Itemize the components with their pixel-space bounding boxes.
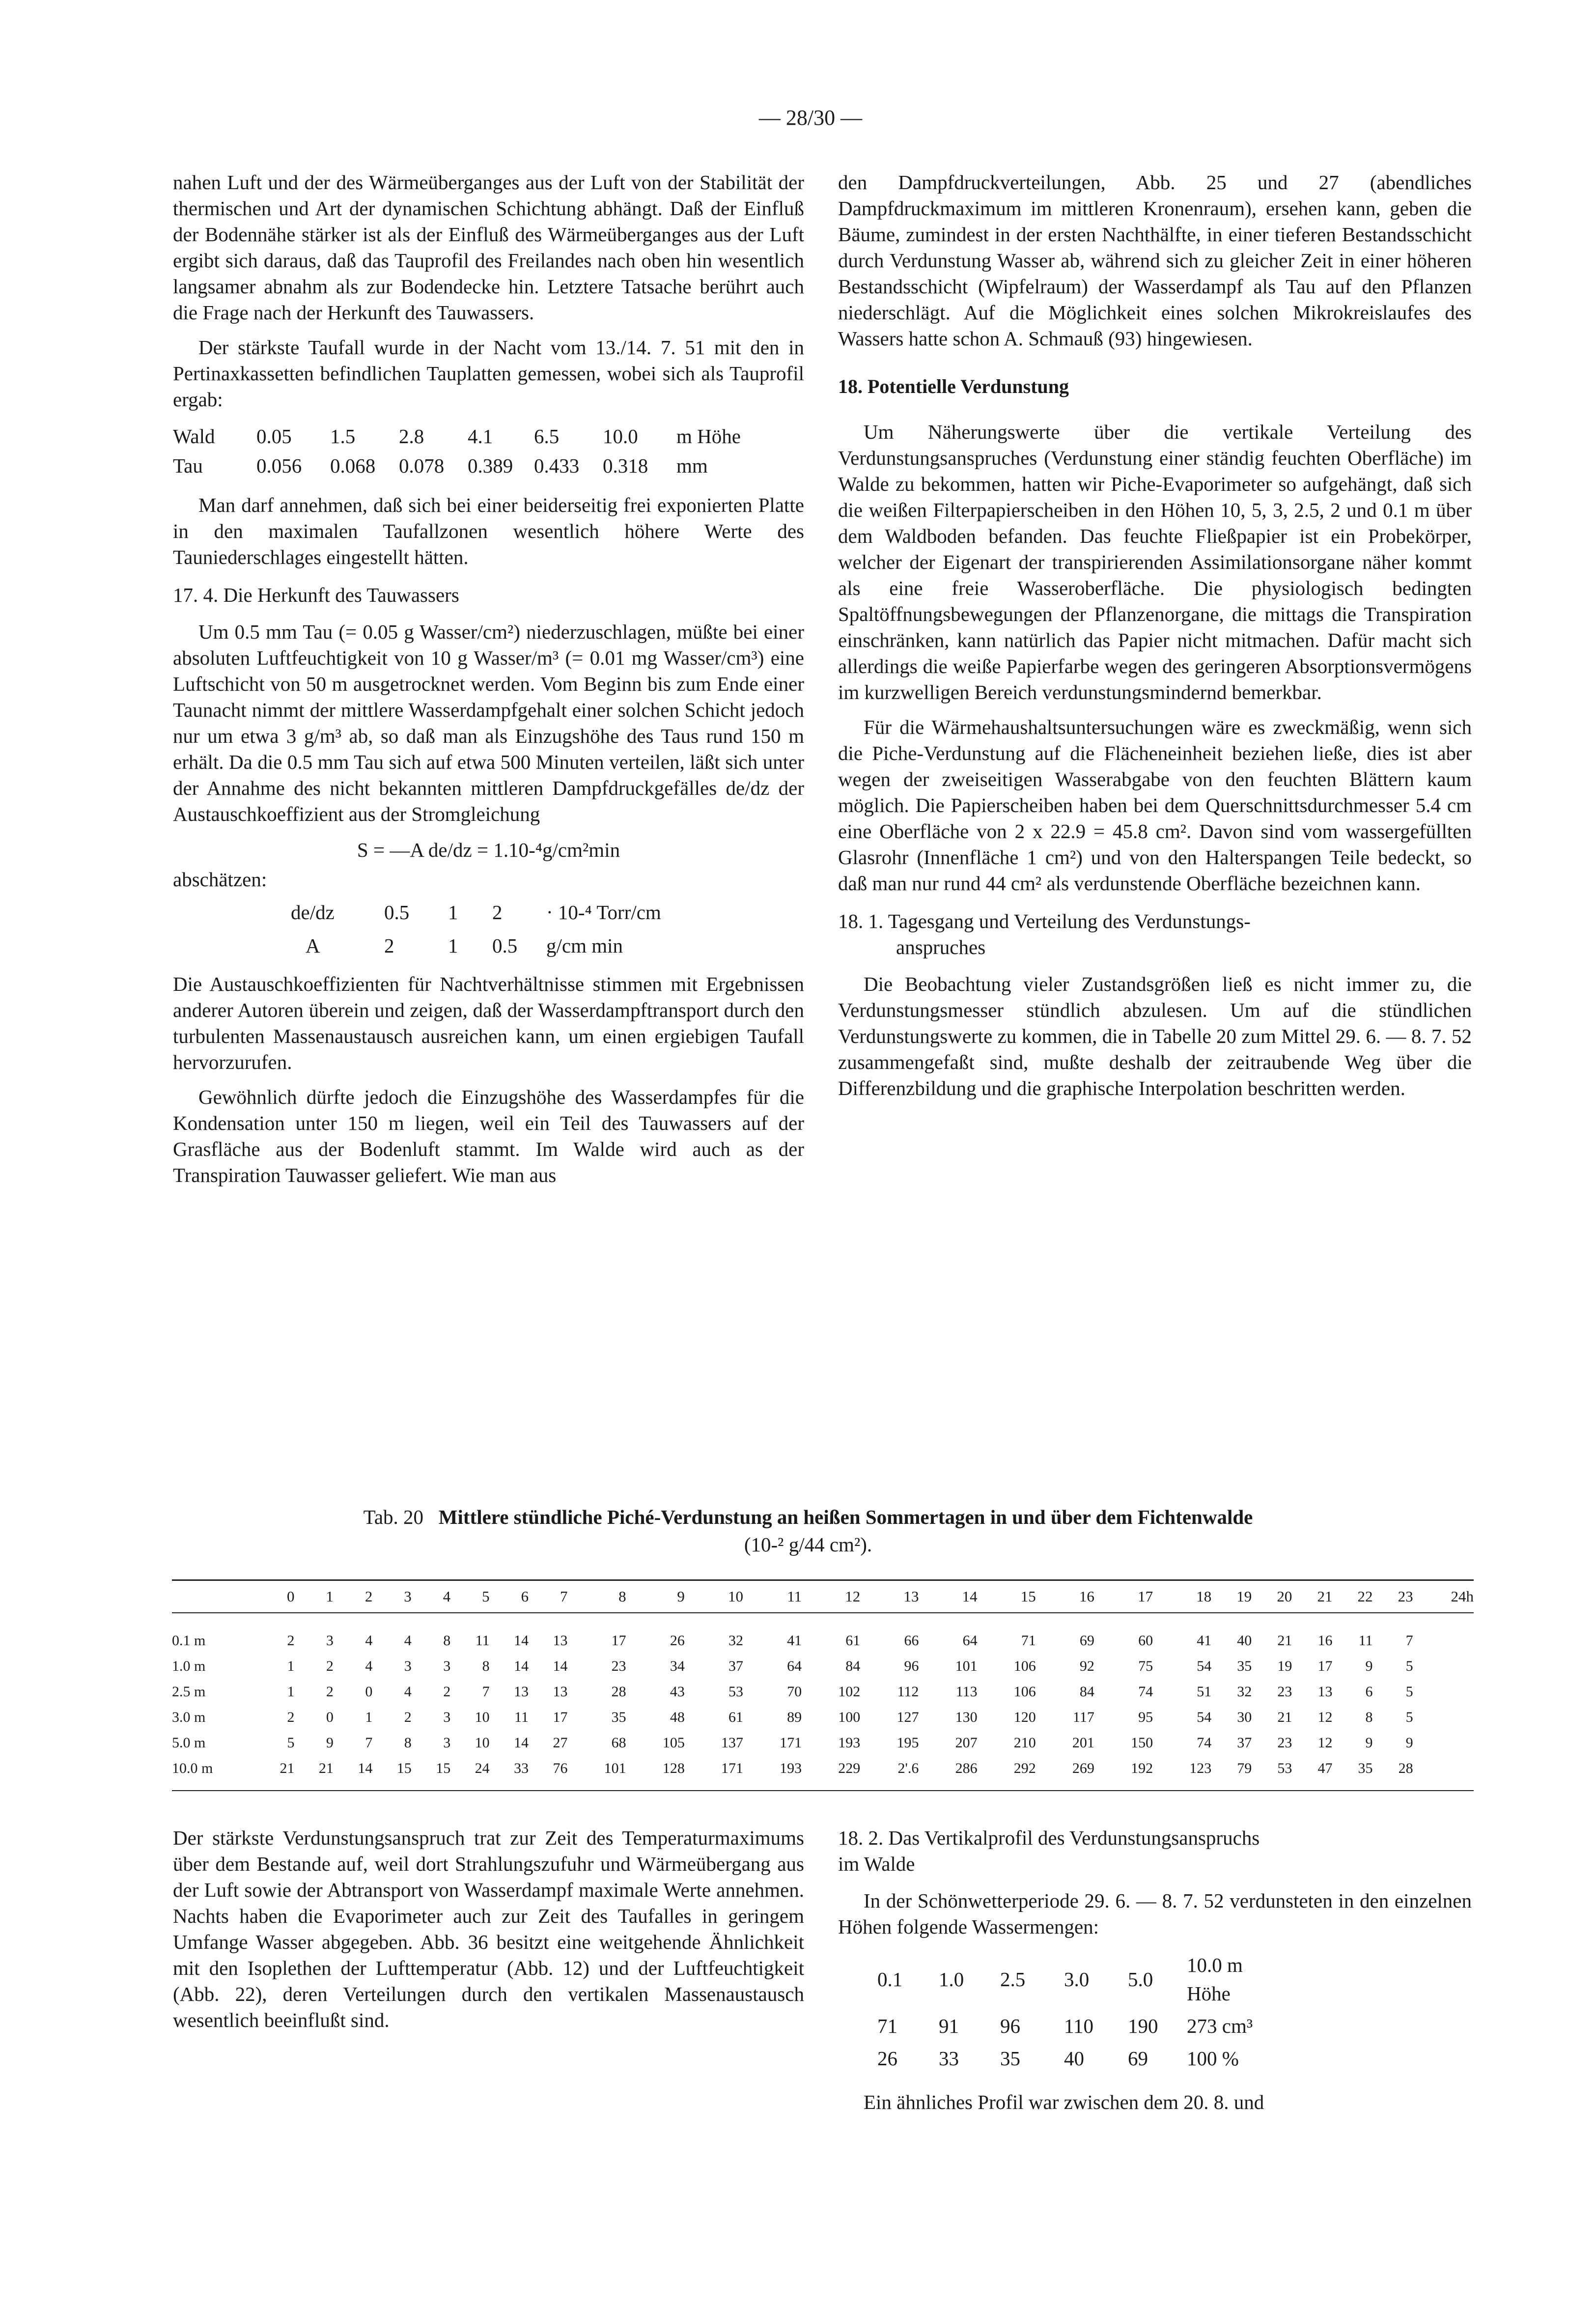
table-cell: 71 <box>1021 1632 1036 1649</box>
table-cell-empty <box>1413 1613 1474 1654</box>
hour-header: 9 <box>626 1580 685 1613</box>
table-cell: 11 <box>514 1709 529 1725</box>
paragraph: Die Austauschkoeffizienten für Nachtverhältnisse stimmen mit Ergebnissen anderer Autoren überein und zeigen, daß der Wasserdampftransport durch den turbulenten Massenaustausch ausreichen kann, um einen ergiebigen Taufall hervorzurufen. <box>173 973 804 1073</box>
cell: 0.056 <box>256 454 302 477</box>
table-cell: 9 <box>1365 1735 1373 1751</box>
heading-line: 18. 2. Das Vertikalprofil des Verdunstungsanspruchs <box>838 1826 1260 1849</box>
table-cell: 21 <box>255 1756 294 1791</box>
table-cell: 15 <box>412 1756 450 1791</box>
cell: 0.068 <box>330 454 376 477</box>
table-row <box>291 896 661 929</box>
table-cell: 4 <box>404 1632 412 1649</box>
hour-header: 10 <box>685 1580 743 1613</box>
table-cell: 8 <box>443 1632 451 1649</box>
table-row <box>173 421 802 451</box>
table-cell: 34 <box>670 1658 685 1674</box>
table-cell: 60 <box>1138 1632 1153 1649</box>
table-cell: 74 <box>1197 1735 1212 1751</box>
row-label: 5.0 m <box>172 1735 206 1751</box>
table-cell: 3 <box>443 1735 451 1751</box>
table-cell: 4 <box>404 1684 412 1700</box>
table-cell: 96 <box>904 1658 919 1674</box>
height-profile-table <box>877 1949 1285 2075</box>
table-title: Mittlere stündliche Piché-Verdunstung an heißen Sommertagen in und über dem Fichtenwalde <box>438 1506 1253 1528</box>
table-cell: 1 <box>287 1658 295 1674</box>
paragraph: Gewöhnlich dürfte jedoch die Einzugshöhe des Wasserdampfes für die Kondensation unter 150 m liegen, weil ein Teil des Tauwassers auf der Grasfläche aus der Bodenluft stammt. Im Walde wird auch as der Transpiration Tauwasser geliefert. Wie man aus <box>173 1086 804 1186</box>
hour-header: 6 <box>490 1580 529 1613</box>
cell: 4.1 <box>468 425 493 448</box>
table-cell: 101 <box>568 1756 626 1791</box>
table-row <box>172 1613 1474 1654</box>
table-cell: 106 <box>1013 1684 1036 1700</box>
table-cell: 128 <box>626 1756 685 1791</box>
cell: 2.8 <box>399 425 424 448</box>
table-row <box>172 1705 1474 1730</box>
table-cell: 1 <box>287 1684 295 1700</box>
table-cell: 5.0 <box>1128 1968 1153 1991</box>
table-cell: 19 <box>1277 1658 1292 1674</box>
table-cell: 106 <box>1013 1658 1036 1674</box>
table-cell: 74 <box>1138 1684 1153 1700</box>
hour-header: 24h <box>1413 1580 1474 1613</box>
unit: mm <box>676 454 708 477</box>
table-cell: 35 <box>1000 2047 1020 2070</box>
table-cell: 64 <box>962 1632 978 1649</box>
hour-header: 5 <box>450 1580 489 1613</box>
unit: m Höhe <box>676 425 741 448</box>
table-cell: 35 <box>1237 1658 1252 1674</box>
header-corner <box>172 1580 255 1613</box>
page-number: — 28/30 — <box>758 106 863 130</box>
table-cell: 23 <box>611 1658 626 1674</box>
paragraph: Der stärkste Verdunstungsanspruch trat zur Zeit des Temperaturmaximums über dem Bestande auf, weil dort Strahlungszufuhr und Wärmeübergang aus der Luft sowie der Abtransport von Wasserdampf maximale Werte annehmen. Nachts haben die Evaporimeter auch zur Zeit des Taufalles in geringem Umfange Wasser abgegeben. Abb. 36 besitzt eine weitgehende Ähnlichkeit mit den Isoplethen der Lufttemperatur (Abb. 12) und der Luftfeuchtigkeit (Abb. 22), deren Verteilungen durch den vertikalen Massenaustausch wesentlich beeinflußt sind. <box>173 1826 804 2031</box>
estimate-table <box>291 896 661 962</box>
hour-header: 2 <box>334 1580 372 1613</box>
row-label: 0.1 m <box>172 1632 206 1649</box>
paragraph: Um 0.5 mm Tau (= 0.05 g Wasser/cm²) niederzuschlagen, müßte bei einer absoluten Luftfeuchtigkeit von 10 g Wasser/m³ (= 0.01 mg Wasser/cm³) eine Luftschicht von 50 m ausgetrocknet werden. Vom Beginn bis zum Ende einer Taunacht nimmt der mittlere Wasserdampfgehalt einer solchen Schicht jedoch nur um etwa 3 g/m³ ab, so daß man als Einzugshöhe des Taus rund 150 m erhält. Da die 0.5 mm Tau sich auf etwa 500 Minuten verteilen, läßt sich unter der Annahme des nicht bekannten mittleren Dampfdruckgefälles de/dz der Austauschkoeffizient aus der Stromgleichung <box>173 620 804 825</box>
unit: · 10-⁴ Torr/cm <box>546 901 661 924</box>
hour-header: 17 <box>1094 1580 1153 1613</box>
table-cell: 6 <box>1365 1684 1373 1700</box>
table-cell: 68 <box>611 1735 626 1751</box>
table-cell-empty <box>1413 1654 1474 1679</box>
table-cell-empty <box>1413 1730 1474 1756</box>
paragraph: Für die Wärmehaushaltsuntersuchungen wäre es zweckmäßig, wenn sich die Piche-Verdunstung auf die Flächeneinheit beziehen ließe, dies ist aber wegen der zweiseitigen Wasserabgabe von den feuchten Blättern kaum möglich. Die Papierscheiben haben bei dem Querschnittsdurchmesser 5.4 cm eine Oberfläche von 2 x 22.9 = 45.8 cm². Davon sind vom wassergefüllten Glasrohr (Innenfläche 1 cm²) und von den Halterspangen Teile bedeckt, so daß man nur rund 44 cm² als verdunstende Oberfläche bezeichnen kann. <box>838 716 1472 895</box>
row-label: Tau <box>173 454 203 477</box>
hour-header: 8 <box>568 1580 626 1613</box>
table-cell: 33 <box>939 2047 959 2070</box>
row-label: A <box>306 934 320 957</box>
table-cell: 53 <box>728 1684 743 1700</box>
table-cell: 69 <box>1128 2047 1148 2070</box>
table-cell-empty <box>1413 1756 1474 1791</box>
table-cell: 207 <box>955 1735 978 1751</box>
table-row <box>173 451 802 480</box>
table-row <box>877 2042 1285 2075</box>
subsection-heading <box>838 1825 1472 1877</box>
table-cell: 92 <box>1079 1658 1094 1674</box>
table-cell: 10 <box>475 1709 490 1725</box>
hour-header: 23 <box>1373 1580 1413 1613</box>
hour-header: 12 <box>802 1580 860 1613</box>
cell: 10.0 <box>603 425 638 448</box>
table-cell: 69 <box>1079 1632 1094 1649</box>
table-cell: 14 <box>514 1658 529 1674</box>
table-cell: 70 <box>787 1684 802 1700</box>
table-row <box>172 1756 1474 1791</box>
table-cell: 16 <box>1317 1632 1333 1649</box>
table-cell: 53 <box>1252 1756 1292 1791</box>
cell: 1 <box>448 901 458 924</box>
table-header-row <box>172 1580 1474 1613</box>
equation: S = —A de/dz = 1.10-⁴g/cm²min <box>357 839 620 861</box>
table-cell: 117 <box>1073 1709 1094 1725</box>
table-cell: 41 <box>1197 1632 1212 1649</box>
table-cell: 5 <box>1405 1658 1413 1674</box>
table-cell: 54 <box>1197 1709 1212 1725</box>
table-cell: 35 <box>611 1709 626 1725</box>
table-cell: 12 <box>1317 1735 1333 1751</box>
table-cell: 3 <box>326 1632 334 1649</box>
cell: 0.05 <box>256 425 292 448</box>
table-cell: 9 <box>1405 1735 1413 1751</box>
table-cell: 71 <box>877 2015 897 2037</box>
table-cell: 27 <box>553 1735 568 1751</box>
table-cell: 113 <box>955 1684 978 1700</box>
hour-header: 4 <box>412 1580 450 1613</box>
tauprofil-table <box>173 421 802 480</box>
table-cell: 61 <box>728 1709 743 1725</box>
table-cell: 32 <box>728 1632 743 1649</box>
table-cell: 7 <box>482 1684 490 1700</box>
table-cell: 14 <box>514 1735 529 1751</box>
table-cell: 14 <box>514 1632 529 1649</box>
table-cell: 51 <box>1197 1684 1212 1700</box>
table-row <box>172 1679 1474 1705</box>
table-cell: 2 <box>326 1684 334 1700</box>
table-cell: 171 <box>780 1735 802 1751</box>
table-cell: 17 <box>1317 1658 1333 1674</box>
table-cell: 13 <box>514 1684 529 1700</box>
table-number: Tab. 20 <box>363 1506 424 1528</box>
table-cell: 2 <box>287 1709 295 1725</box>
table-cell: 8 <box>482 1658 490 1674</box>
row-label: 1.0 m <box>172 1658 206 1674</box>
table-cell: 150 <box>1131 1735 1153 1751</box>
table-cell: 24 <box>450 1756 489 1791</box>
table-cell: 21 <box>294 1756 333 1791</box>
table-cell: 61 <box>845 1632 861 1649</box>
row-label: de/dz <box>291 901 335 924</box>
paragraph: In der Schönwetterperiode 29. 6. — 8. 7. 52 verdunsteten in den einzelnen Höhen folgende Wassermengen: <box>838 1889 1472 1938</box>
table-cell: 101 <box>955 1658 978 1674</box>
table-cell: 105 <box>662 1735 685 1751</box>
table-row <box>172 1730 1474 1756</box>
cell: 2 <box>384 934 394 957</box>
paragraph: Man darf annehmen, daß sich bei einer beiderseitig frei exponierten Platte in den maximalen Taufallzonen wesentlich höhere Werte des Tauniederschlages eingestellt hätten. <box>173 494 804 568</box>
table-cell: 14 <box>553 1658 568 1674</box>
table-cell: 41 <box>787 1632 802 1649</box>
cell: 0.433 <box>534 454 580 477</box>
table-cell: 37 <box>728 1658 743 1674</box>
cell: 0.389 <box>468 454 513 477</box>
table-cell: 35 <box>1332 1756 1372 1791</box>
hour-header: 18 <box>1153 1580 1211 1613</box>
table-cell: 229 <box>802 1756 860 1791</box>
table-cell: 1.0 <box>939 1968 964 1991</box>
left-column-bottom <box>173 1825 804 2042</box>
cell: 0.5 <box>492 934 518 957</box>
right-column <box>838 169 1472 1110</box>
table-cell: 21 <box>1277 1709 1292 1725</box>
table-cell: 2'.6 <box>860 1756 919 1791</box>
table-cell: 192 <box>1094 1756 1153 1791</box>
table-cell: 102 <box>838 1684 861 1700</box>
table-cell: 17 <box>553 1709 568 1725</box>
hour-header: 0 <box>255 1580 294 1613</box>
paragraph: Ein ähnliches Profil war zwischen dem 20. 8. und <box>864 2091 1264 2113</box>
cell: 1 <box>448 934 458 957</box>
table-cell: 3 <box>443 1658 451 1674</box>
table-cell: 123 <box>1153 1756 1211 1791</box>
table-cell: 10.0 m Höhe <box>1187 1954 1243 2005</box>
table-cell: 14 <box>334 1756 372 1791</box>
table-cell: 5 <box>1405 1684 1413 1700</box>
cell: 1.5 <box>330 425 356 448</box>
paragraph: Um Näherungswerte über die vertikale Verteilung des Verdunstungsanspruches (Verdunstung einer ständig feuchten Oberfläche) im Walde zu bekommen, hatten wir Piche-Evaporimeter so aufgehängt, daß sich die weißen Filterpapierscheiben in den Höhen 10, 5, 3, 2.5, 2 und 0.1 m über dem Waldboden befanden. Das feuchte Fließpapier ist ein Probekörper, welcher der Eigenart der transpirierenden Assimilationsorgane näher kommt als eine freie Wasseroberfläche. Die physiologisch bedingten Spaltöffnungsbewegungen der Pflanzenorgane, die mittags die Transpiration einschränken, kann natürlich das Papier nicht mitmachen. Dafür macht sich allerdings die weiße Papierfarbe wegen des geringeren Absorptionsvermögens im kurzwelligen Bereich verdunstungsmindernd bemerkbar. <box>838 421 1472 703</box>
table-cell: 54 <box>1197 1658 1212 1674</box>
table-cell: 84 <box>845 1658 861 1674</box>
table-cell: 2 <box>404 1709 412 1725</box>
hour-header: 13 <box>860 1580 919 1613</box>
table-cell: 190 <box>1128 2015 1158 2037</box>
table-cell: 5 <box>287 1735 295 1751</box>
paragraph: Die Beobachtung vieler Zustandsgrößen ließ es nicht immer zu, die Verdunstungsmesser stündlich abzulesen. Um auf die stündlichen Verdunstungswerte zu kommen, die in Tabelle 20 zum Mittel 29. 6. — 8. 7. 52 zusammengefaßt sind, mußte deshalb der zeitraubende Weg über die Differenzbildung und die graphische Interpolation beschritten werden. <box>838 973 1472 1099</box>
table-cell: 33 <box>490 1756 529 1791</box>
section-heading: 17. 4. Die Herkunft des Tauwassers <box>173 584 459 606</box>
paragraph: den Dampfdruckverteilungen, Abb. 25 und 27 (abendliches Dampfdruckmaximum im mittleren Kronenraum), ersehen kann, geben die Bäume, zumindest in der ersten Nachthälfte, in einer tieferen Bestandsschicht durch Verdunstung Wasser ab, während sich zu gleicher Zeit in einer höheren Bestandsschicht (Wipfelraum) der Wasserdampf als Tau auf den Pflanzen niederschlägt. Auf die Möglichkeit eines solchen Mikrokreislaufes des Wassers hatte schon A. Schmauß (93) hingewiesen. <box>838 171 1472 350</box>
table-cell: 91 <box>939 2015 959 2037</box>
row-label: 10.0 m <box>172 1756 255 1791</box>
row-label: 2.5 m <box>172 1684 206 1700</box>
table-cell: 40 <box>1064 2047 1084 2070</box>
table-cell: 23 <box>1277 1684 1292 1700</box>
table-cell: 137 <box>721 1735 743 1751</box>
row-label: 3.0 m <box>172 1709 206 1725</box>
table-cell: 64 <box>787 1658 802 1674</box>
table-cell: 112 <box>897 1684 919 1700</box>
cell: 0.5 <box>384 901 410 924</box>
table-cell: 292 <box>978 1756 1036 1791</box>
hour-header: 11 <box>743 1580 802 1613</box>
paragraph: Der stärkste Taufall wurde in der Nacht vom 13./14. 7. 51 mit den in Pertinaxkassetten befindlichen Tauplatten gemessen, wobei sich als Tauprofil ergab: <box>173 336 804 411</box>
table-cell: 66 <box>904 1632 919 1649</box>
cell: 6.5 <box>534 425 560 448</box>
table-cell: 8 <box>404 1735 412 1751</box>
table-cell: 79 <box>1211 1756 1252 1791</box>
table-cell: 193 <box>743 1756 802 1791</box>
table-cell: 195 <box>896 1735 919 1751</box>
hour-header: 22 <box>1332 1580 1372 1613</box>
table-cell: 13 <box>553 1684 568 1700</box>
table-cell: 48 <box>670 1709 685 1725</box>
heading-line: anspruches <box>896 936 986 958</box>
table-cell: 40 <box>1237 1632 1252 1649</box>
table-cell: 2 <box>443 1684 451 1700</box>
table-cell: 171 <box>685 1756 743 1791</box>
table-cell: 12 <box>1317 1709 1333 1725</box>
table-cell: 28 <box>1373 1756 1413 1791</box>
hour-header: 21 <box>1292 1580 1332 1613</box>
heading-line: im Walde <box>838 1853 915 1875</box>
table-cell: 76 <box>529 1756 567 1791</box>
table-cell: 273 cm³ <box>1187 2015 1253 2037</box>
table-cell: 26 <box>670 1632 685 1649</box>
table-row <box>291 929 661 962</box>
hour-header: 3 <box>372 1580 411 1613</box>
table-cell: 100 <box>838 1709 861 1725</box>
table-cell: 0.1 <box>877 1968 903 1991</box>
table-cell: 9 <box>1365 1658 1373 1674</box>
table-cell: 120 <box>1013 1709 1036 1725</box>
cell: 0.318 <box>603 454 648 477</box>
table-cell: 15 <box>372 1756 411 1791</box>
table-cell: 11 <box>475 1632 490 1649</box>
table-cell: 2 <box>287 1632 295 1649</box>
hour-header: 20 <box>1252 1580 1292 1613</box>
table-cell: 37 <box>1237 1735 1252 1751</box>
table-cell: 96 <box>1000 2015 1020 2037</box>
table-cell: 3 <box>443 1709 451 1725</box>
table-cell: 7 <box>365 1735 373 1751</box>
table-cell: 0 <box>326 1709 334 1725</box>
table-cell: 7 <box>1405 1632 1413 1649</box>
subsection-heading <box>838 908 1472 960</box>
table-cell: 8 <box>1365 1709 1373 1725</box>
table-cell: 100 % <box>1187 2047 1239 2070</box>
unit: g/cm min <box>546 934 623 957</box>
table-cell: 32 <box>1237 1684 1252 1700</box>
table-cell: 13 <box>553 1632 568 1649</box>
row-label: Wald <box>173 425 215 448</box>
table-cell: 0 <box>365 1684 373 1700</box>
cell: 2 <box>492 901 503 924</box>
hour-header: 15 <box>978 1580 1036 1613</box>
table-cell: 4 <box>365 1658 373 1674</box>
table-cell: 75 <box>1138 1658 1153 1674</box>
table-cell: 84 <box>1079 1684 1094 1700</box>
paragraph: nahen Luft und der des Wärmeüberganges aus der Luft von der Stabilität der thermischen und Art der dynamischen Schichtung abhängt. Daß der Einfluß der Bodennähe stärker ist als der Einfluß des Wärmeüberganges aus der Luft ergibt sich daraus, daß das Tauprofil des Freilandes nach oben hin wesentlich langsamer abnahm als zur Bodendecke hin. Letztere Tatsache berührt auch die Frage nach der Herkunft des Tauwassers. <box>173 171 804 324</box>
table-cell: 95 <box>1138 1709 1153 1725</box>
hour-header: 7 <box>529 1580 567 1613</box>
table-cell: 110 <box>1064 2015 1093 2037</box>
table-row <box>172 1654 1474 1679</box>
table-unit: (10-² g/44 cm²). <box>744 1533 872 1556</box>
hour-header: 1 <box>294 1580 333 1613</box>
right-column-bottom <box>838 1825 1472 2124</box>
table-cell: 286 <box>919 1756 977 1791</box>
table-caption <box>206 1503 1410 1558</box>
text-line: abschätzen: <box>173 868 267 891</box>
table-cell: 201 <box>1072 1735 1094 1751</box>
cell: 0.078 <box>399 454 445 477</box>
table-cell: 11 <box>1358 1632 1373 1649</box>
table-cell: 47 <box>1292 1756 1332 1791</box>
table-cell: 130 <box>955 1709 978 1725</box>
table-cell: 1 <box>365 1709 373 1725</box>
table-cell: 9 <box>326 1735 334 1751</box>
heading-line: 18. 1. Tagesgang und Verteilung des Verdunstungs- <box>838 910 1251 932</box>
table-cell: 28 <box>611 1684 626 1700</box>
table-cell: 4 <box>365 1632 373 1649</box>
table-cell: 26 <box>877 2047 897 2070</box>
table-cell: 30 <box>1237 1709 1252 1725</box>
table-cell-empty <box>1413 1705 1474 1730</box>
hour-header: 16 <box>1036 1580 1094 1613</box>
table-cell: 5 <box>1405 1709 1413 1725</box>
table-row <box>877 1949 1285 2010</box>
table-cell: 210 <box>1013 1735 1036 1751</box>
table-cell: 3.0 <box>1064 1968 1090 1991</box>
table-cell: 2.5 <box>1000 1968 1026 1991</box>
hour-header: 19 <box>1211 1580 1252 1613</box>
table-cell: 2 <box>326 1658 334 1674</box>
table-cell: 127 <box>896 1709 919 1725</box>
table-cell: 23 <box>1277 1735 1292 1751</box>
table-cell: 17 <box>611 1632 626 1649</box>
table-cell-empty <box>1413 1679 1474 1705</box>
table-cell: 21 <box>1277 1632 1292 1649</box>
section-heading: 18. Potentielle Verdunstung <box>838 375 1069 397</box>
table-cell: 269 <box>1036 1756 1094 1791</box>
left-column <box>173 169 804 1197</box>
table-cell: 13 <box>1317 1684 1333 1700</box>
table-row <box>877 2010 1285 2042</box>
table-cell: 89 <box>787 1709 802 1725</box>
table-cell: 3 <box>404 1658 412 1674</box>
hour-header: 14 <box>919 1580 977 1613</box>
table-cell: 43 <box>670 1684 685 1700</box>
evaporation-table <box>172 1579 1474 1791</box>
table-cell: 10 <box>475 1735 490 1751</box>
table-cell: 193 <box>838 1735 861 1751</box>
